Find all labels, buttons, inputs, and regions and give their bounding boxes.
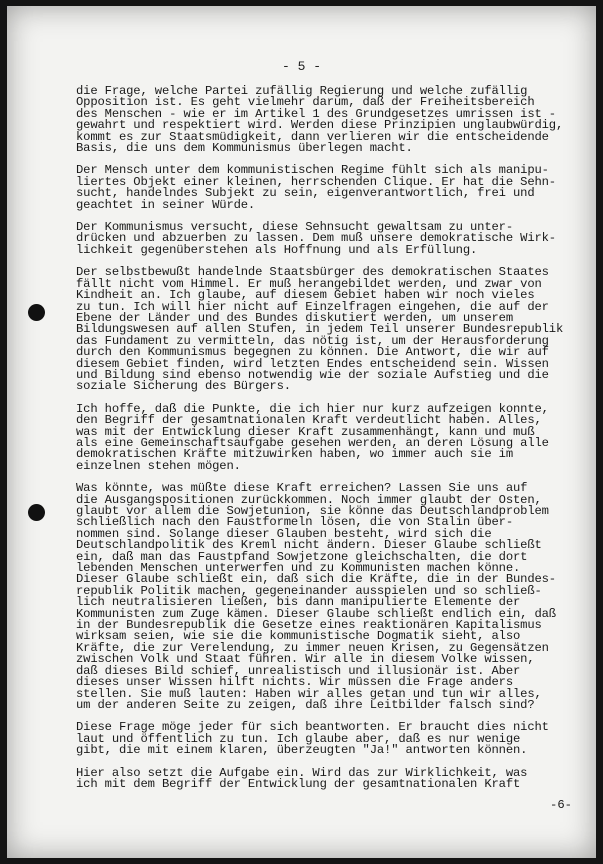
continuation-marker: -6- [550, 798, 572, 812]
page-number: - 5 - [281, 59, 321, 74]
document-page [7, 6, 596, 858]
paragraph: Ich hoffe, daß die Punkte, die ich hier nur kurz aufzeigen konnte, den Begriff der gesamtnationalen Kraft verdeutlicht haben. Alles, was mit der Entwicklung dieser Kraft zusammenhängt, kann und muß als eine Gemeinschaftsaufgabe gesehen werden, an deren Lösung alle demokratischen Kräfte mitzuwirken haben, wo immer auch sie im einzelnen stehen mögen. [76, 401, 549, 473]
paragraph: Diese Frage möge jeder für sich beantworten. Er braucht dies nicht laut und öffentlich zu tun. Ich glaube aber, daß es nur wenige gibt, die mit einem klaren, überzeugten "Ja!" antworten können. [76, 720, 549, 758]
paragraph: Der selbstbewußt handelnde Staatsbürger des demokratischen Staates fällt nicht vom Himmel. Er muß herangebildet werden, und zwar von Kindheit an. Ich glaube, auf diesem Gebiet haben wir noch vieles zu tun. Ich will hier nicht auf Einzelfragen eingehen, die auf der Ebene der Länder und des Bundes diskutiert werden, um unserem Bildungswesen auf allen Stufen, in jedem Teil unserer Bundesrepublik das Fundament zu vermitteln, das nötig ist, um der Herausforderung durch den Kommunismus begegnen zu können. Die Antwort, die wir auf diesem Gebiet finden, wird letzten Endes entscheidend sein. Wissen und Bildung sind ebenso notwendig wie der soziale Aufstieg und die soziale Sicherung des Bürgers. [76, 265, 564, 394]
paragraph: Der Kommunismus versucht, diese Sehnsucht gewaltsam zu unter- drücken und abzuerben zu lassen. Dem muß unsere demokratische Wirk- lichkeit gegenüberstehen als Hoffnung und als Erfüllung. [76, 220, 556, 257]
paragraph: die Frage, welche Partei zufällig Regierung und welche zufällig Opposition ist. Es geht vielmehr darum, daß der Freiheitsbereich des Menschen - wie er im Artikel 1 des Grundgesetzes umrissen ist - gewahrt und respektiert wird. Werden diese Prinzipien unglaubwürdig, kommt es zur Staatsmüdigkeit, dann verlieren wir die entscheidende Basis, die uns dem Kommunismus überlegen macht. [76, 84, 564, 156]
punch-hole [28, 504, 45, 521]
punch-hole [28, 304, 45, 321]
paragraph: Was könnte, was müßte diese Kraft erreichen? Lassen Sie uns auf die Ausgangspositionen zurückkommen. Noch immer glaubt der Osten, glaubt vor allem die Sowjetunion, sie könne das Deutschlandproblem schließlich nach den Faustformeln lösen, die von Stalin über- nommen sind. Solange dieser Glauben besteht, wird sich die Deutschlandpolitik des Kreml nicht ändern. Dieser Glaube schließt ein, daß man das Faustpfand Sowjetzone gleichschalten, die dort lebenden Menschen unterwerfen und zu Kommunisten machen könne. Dieser Glaube schließt ein, daß sich die Kräfte, die in der Bundes- republik Politik machen, gegeneinander ausspielen und so schließ- lich neutralisieren ließen, bis dann manipulierte Elemente der Kommunisten zum Zuge kämen. Dieser Glaube schließt endlich ein, daß in der Bundesrepublik die Gesetze eines reaktionären Kapitalismus wirksam seien, wie sie die kommunistische Dogmatik sieht, also Kräfte, die zur Verelendung, zu immer neuen Krisen, zu Gegensätzen zwischen Volk und Staat führen. Wir alle in diesem Volke wissen, daß dieses Bild schief, unrealistisch und illusionär ist. Aber dieses unser Wissen hilft nichts. Wir müssen die Frage anders stellen. Sie muß lauten: Haben wir alles getan und tun wir alles, um der anderen Seite zu zeigen, daß ihre Leitbilder falsch sind? [76, 481, 556, 712]
paragraph: Der Mensch unter dem kommunistischen Regime fühlt sich als manipu- liertes Objekt einer kleinen, herrschenden Clique. Er hat die Sehn- sucht, handelndes Subjekt zu sein, eigenverantwortlich, frei und geachtet in seiner Würde. [76, 163, 556, 212]
body-text [76, 86, 576, 790]
paragraph: Hier also setzt die Aufgabe ein. Wird das zur Wirklichkeit, was ich mit dem Begriff der Entwicklung der gesamtnationalen Kraft [76, 765, 528, 791]
